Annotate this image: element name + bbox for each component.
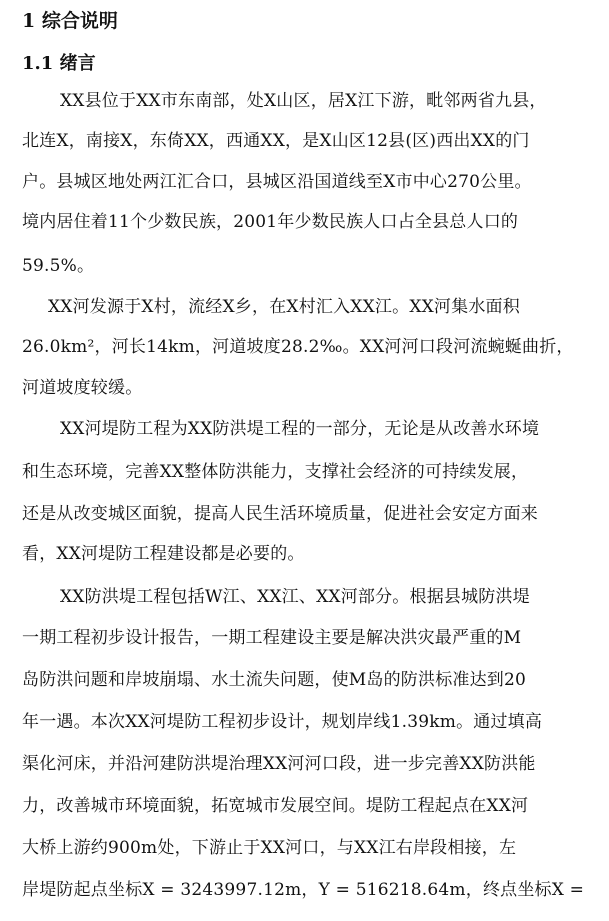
text-line: 看，XX河堤防工程建设都是必要的。 xyxy=(22,544,305,564)
text-line: 河道坡度较缓。 xyxy=(22,378,143,398)
text-line: 力，改善城市环境面貌，拓宽城市发展空间。堤防工程起点在XX河 xyxy=(22,796,529,816)
text-line: 还是从改变城区面貌，提高人民生活环境质量，促进社会安定方面来 xyxy=(22,504,538,524)
text-line: 年一遇。本次XX河堤防工程初步设计，规划岸线1.39km。通过填高 xyxy=(22,712,543,732)
text-line: 59.5%。 xyxy=(22,256,95,276)
text-line: 岸堤防起点坐标X = 3243997.12m，Y = 516218.64m，终点坐标X = xyxy=(22,880,585,900)
text-line: 大桥上游约900m处，下游止于XX河口，与XX江右岸段相接，左 xyxy=(22,838,517,858)
text-line: XX县位于XX市东南部，处X山区，居X江下游，毗邻两省九县， xyxy=(60,91,547,111)
text-line: 渠化河床，并沿河建防洪堤治理XX河河口段，进一步完善XX防洪能 xyxy=(22,754,536,774)
section-heading: 1 综合说明 xyxy=(22,10,118,32)
text-line: 和生态环境，完善XX整体防洪能力，支撑社会经济的可持续发展， xyxy=(22,462,529,482)
text-line: 北连X，南接X，东倚XX，西通XX，是X山区12县(区)西出XX的门 xyxy=(22,131,530,151)
text-line: 户。县城区地处两江汇合口，县城区沿国道线至X市中心270公里。 xyxy=(22,172,532,192)
text-line: 岛防洪问题和岸坡崩塌、水土流失问题，使M岛的防洪标准达到20 xyxy=(22,670,527,690)
text-line: 境内居住着11个少数民族，2001年少数民族人口占全县总人口的 xyxy=(22,212,519,232)
text-line: 26.0km²，河长14km，河道坡度28.2‰。XX河河口段河流蜿蜒曲折， xyxy=(22,337,574,357)
text-line: XX河发源于X村，流经X乡，在X村汇入XX江。XX河集水面积 xyxy=(48,297,520,317)
text-line: 一期工程初步设计报告，一期工程建设主要是解决洪灾最严重的M xyxy=(22,628,522,648)
subsection-heading: 1.1 绪言 xyxy=(22,53,96,74)
text-line: XX河堤防工程为XX防洪堤工程的一部分，无论是从改善水环境 xyxy=(60,419,540,439)
text-line: XX防洪堤工程包括W江、XX江、XX河部分。根据县城防洪堤 xyxy=(60,587,530,607)
